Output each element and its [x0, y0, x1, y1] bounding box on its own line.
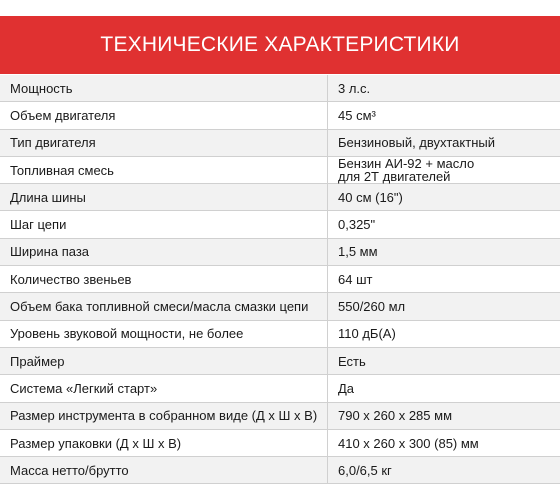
spec-value: Бензин АИ-92 + масло для 2Т двигателей [338, 156, 475, 185]
spec-value: 790 х 260 х 285 мм [338, 408, 453, 424]
spec-value: Есть [338, 353, 366, 369]
spec-name: Масса нетто/брутто [0, 457, 328, 483]
table-row [0, 130, 560, 157]
table-row [0, 184, 560, 211]
table-row [0, 403, 560, 430]
spec-name: Количество звеньев [0, 266, 328, 292]
table-row [0, 239, 560, 266]
page-title: ТЕХНИЧЕСКИЕ ХАРАКТЕРИСТИКИ [100, 33, 460, 56]
spec-value: 40 см (16") [338, 189, 403, 205]
table-row [0, 321, 560, 348]
spec-value: 410 х 260 х 300 (85) мм [338, 435, 479, 451]
table-row [0, 102, 560, 129]
spec-name: Длина шины [0, 184, 328, 210]
spec-name: Уровень звуковой мощности, не более [0, 321, 328, 347]
spec-value: Да [338, 380, 355, 396]
spec-name: Ширина паза [0, 239, 328, 265]
spec-name: Мощность [0, 75, 328, 101]
spec-name: Шаг цепи [0, 211, 328, 237]
spec-name: Размер инструмента в собранном виде (Д х Ш х В) [0, 403, 328, 429]
table-row [0, 266, 560, 293]
spec-value: 64 шт [338, 271, 373, 287]
spec-name: Объем бака топливной смеси/масла смазки цепи [0, 293, 328, 319]
spec-value: 1,5 мм [338, 244, 378, 260]
spec-value: 6,0/6,5 кг [338, 462, 392, 478]
spec-value: 110 дБ(А) [338, 326, 396, 342]
table-row [0, 293, 560, 320]
table-row [0, 75, 560, 102]
spec-table [0, 75, 560, 484]
table-row [0, 157, 560, 184]
spec-value: 0,325" [338, 217, 376, 233]
spec-value: 45 см³ [338, 107, 376, 123]
spec-value: Бензиновый, двухтактный [338, 135, 495, 151]
table-row [0, 348, 560, 375]
spec-name: Объем двигателя [0, 102, 328, 128]
table-row [0, 457, 560, 484]
table-row [0, 375, 560, 402]
spec-name: Топливная смесь [0, 157, 328, 183]
spec-name: Размер упаковки (Д х Ш х В) [0, 430, 328, 456]
spec-name: Тип двигателя [0, 130, 328, 156]
table-row [0, 430, 560, 457]
spec-name: Система «Легкий старт» [0, 375, 328, 401]
spec-value: 3 л.с. [338, 80, 371, 96]
spec-name: Праймер [0, 348, 328, 374]
header-banner [0, 16, 560, 74]
spec-value: 550/260 мл [338, 299, 406, 315]
table-row [0, 211, 560, 238]
